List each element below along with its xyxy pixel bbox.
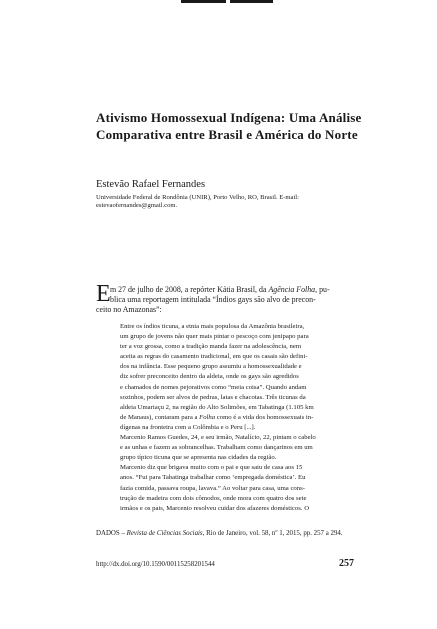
intro-line-1-text-a: m 27 de julho de 2008, a repórter Kátia Brasil, da bbox=[110, 285, 269, 294]
quote-line: Entre os índios ticuna, a etnia mais populosa da Amazônia brasileira, bbox=[120, 323, 305, 330]
quote-line: ter a voz grossa, como a tradição manda fazer na adolescência, nem bbox=[120, 343, 302, 351]
intro-line-3: ceito no Amazonas”: bbox=[96, 305, 162, 314]
quote-line: anos. “Fui para Tabatinga trabalhar como ‘empregada doméstica’. Eu bbox=[120, 474, 306, 482]
block-quote bbox=[120, 322, 356, 514]
intro-line-1-text-b: , pu- bbox=[315, 285, 330, 294]
quote-line bbox=[120, 413, 356, 423]
journal-subtitle: Revista de Ciências Sociais bbox=[126, 530, 203, 537]
quote-line: e chamados de nomes pejorativos como “meia coisa”. Quando andam bbox=[120, 383, 307, 391]
quote-text: como é a vida dos homossexuais in- bbox=[215, 413, 314, 421]
quote-line: fazia comida, passava roupa, lavava.” Ao voltar para casa, uma cons- bbox=[120, 484, 305, 492]
quote-line: dígenas na fronteira com a Colômbia e o Peru [...]. bbox=[120, 423, 256, 431]
intro-paragraph bbox=[96, 285, 356, 315]
journal-citation bbox=[96, 530, 343, 537]
quote-line: um grupo de jovens não quer mais pintar o pescoço com jenipapo para bbox=[120, 333, 309, 341]
doi-link[interactable]: http://dx.doi.org/10.1590/00115258201544 bbox=[96, 561, 215, 568]
title-line-2: Comparativa entre Brasil e América do Norte bbox=[96, 127, 358, 142]
quote-line: irmãos e os pais, Marcenio resolveu cuidar dos afazeres domésticos. O bbox=[120, 504, 310, 512]
author-affiliation bbox=[96, 194, 366, 210]
header-bar-gap bbox=[226, 0, 230, 3]
quote-line: dos na infância. Esse pequeno grupo assumiu a homossexualidade e bbox=[120, 363, 302, 371]
quote-line: trução de madeira com dois cômodos, onde mora com quatro dos sete bbox=[120, 494, 307, 502]
quote-italic: Folha bbox=[199, 413, 216, 421]
affiliation-line-1: Universidade Federal de Rondônia (UNIR), Porto Velho, RO, Brasil. E-mail: bbox=[96, 194, 299, 201]
intro-line-2: blica uma reportagem intitulada “Índios gays são alvo de precon- bbox=[110, 295, 316, 304]
drop-cap: E bbox=[96, 281, 111, 307]
title-line-1: Ativismo Homossexual Indígena: Uma Análise bbox=[96, 110, 362, 125]
quote-line: aldeia Umariaçu 2, na região do Alto Solimões, em Tabatinga (1.105 km bbox=[120, 403, 314, 411]
quote-line: sozinhos, podem ser alvos de pedras, latas e chacotas. Três ticunas da bbox=[120, 393, 306, 401]
quote-text: de Manaus), contaram para a bbox=[120, 413, 200, 421]
article-title bbox=[96, 109, 386, 143]
journal-name: DADOS – bbox=[96, 530, 127, 537]
quote-line: grupo típico ticuna que se apresenta nas cidades da região. bbox=[120, 454, 277, 462]
quote-line: aceita as regras do casamento tradicional, em que os casais são defini- bbox=[120, 353, 308, 361]
affiliation-line-2: estevaofernandes@gmail.com. bbox=[96, 202, 178, 209]
intro-line-1 bbox=[96, 285, 356, 295]
quote-line: e as unhas e fazem as sobrancelhas. Trabalham como dançarinos em um bbox=[120, 444, 313, 452]
author-name: Estevão Rafael Fernandes bbox=[96, 179, 206, 190]
quote-line: Marcenio Ramos Guedes, 24, e seu irmão, Natalício, 22, pintam o cabelo bbox=[120, 434, 316, 442]
quote-line: Marcenio diz que brigava muito com o pai e que saiu de casa aos 15 bbox=[120, 464, 303, 472]
journal-details: , Rio de Janeiro, vol. 58, nº 1, 2015, pp. 257 a 294. bbox=[202, 530, 343, 537]
intro-line-1-italic: Agência Folha bbox=[268, 285, 316, 294]
page-number: 257 bbox=[339, 558, 354, 569]
quote-line: diz sofrer preconceito dentro da aldeia, onde os gays são agredidos bbox=[120, 373, 299, 381]
